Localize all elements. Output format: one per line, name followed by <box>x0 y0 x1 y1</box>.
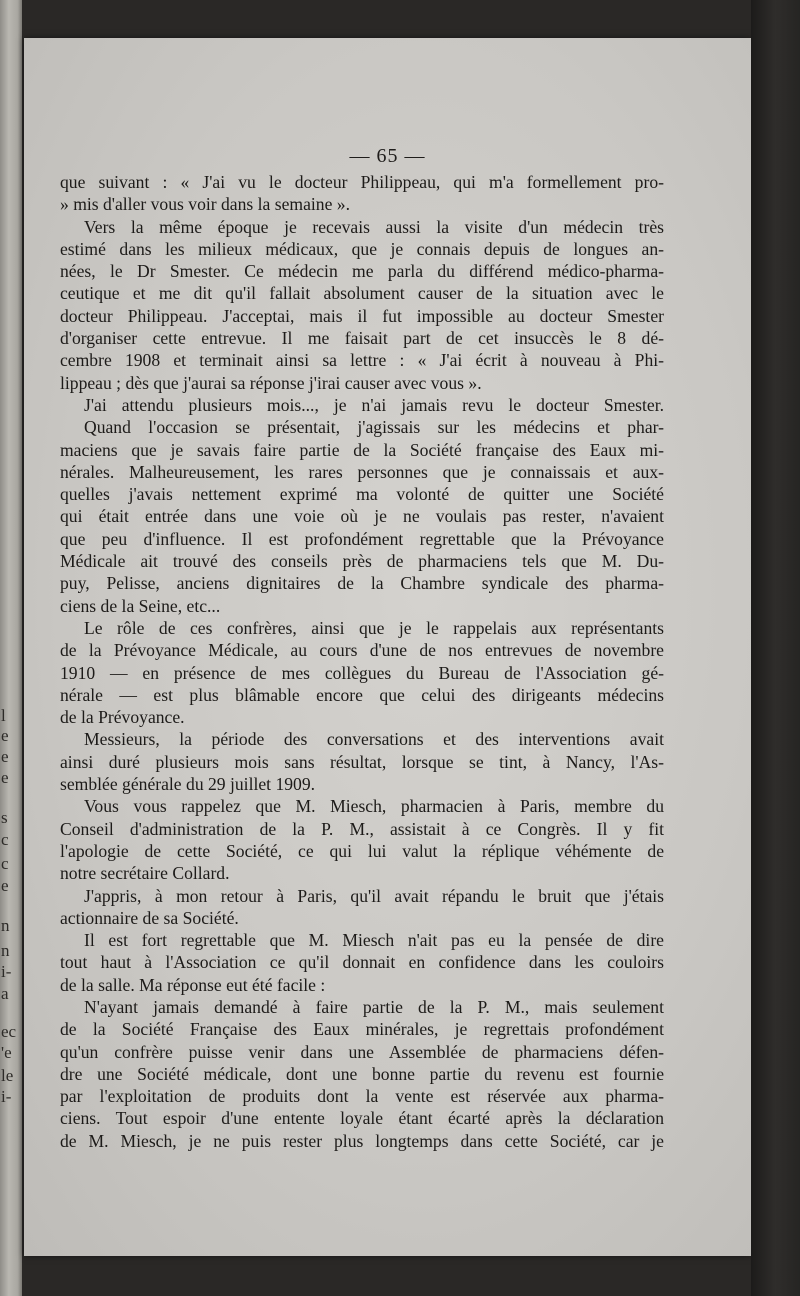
adjacent-page-fragment: e <box>1 747 9 766</box>
adjacent-page-fragment: n <box>1 916 10 935</box>
text-line: de la Prévoyance Médicale, au cours d'une de nos entrevues de novembre <box>60 640 664 661</box>
text-line: J'ai attendu plusieurs mois..., je n'ai jamais revu le docteur Smester. <box>84 394 664 415</box>
text-line: ainsi duré plusieurs mois sans résultat, lorsque se tint, à Nancy, l'As- <box>60 751 664 772</box>
adjacent-page-fragment: e <box>1 876 9 895</box>
text-line: actionnaire de sa Société. <box>60 907 239 928</box>
body-text <box>60 171 664 1152</box>
text-line: Vers la même époque je recevais aussi la visite d'un médecin très <box>84 216 664 237</box>
text-line: tout haut à l'Association ce qu'il donnait en confidence dans les couloirs <box>60 952 664 973</box>
text-line: que suivant : « J'ai vu le docteur Philippeau, qui m'a formellement pro- <box>60 172 664 192</box>
adjacent-page-fragment: c <box>1 854 9 873</box>
text-line: 1910 — en présence de mes collègues du Bureau de l'Association gé- <box>60 662 664 683</box>
text-line: Le rôle de ces confrères, ainsi que je le rappelais aux représentants <box>84 617 664 638</box>
text-line: d'organiser cette entrevue. Il me faisait part de cet insuccès le 8 dé- <box>60 328 664 349</box>
text-line: puy, Pelisse, anciens dignitaires de la Chambre syndicale des pharma- <box>60 573 664 594</box>
adjacent-page-fragment: c <box>1 830 9 849</box>
adjacent-page-fragment: l <box>1 706 6 725</box>
text-line: par l'exploitation de produits dont la vente est réservée aux pharma- <box>60 1086 664 1107</box>
text-line: ciens de la Seine, etc... <box>60 595 221 616</box>
text-line: Il est fort regrettable que M. Miesch n'ait pas eu la pensée de dire <box>84 930 664 951</box>
adjacent-page-fragment: n <box>1 941 10 960</box>
adjacent-page-fragment: 'e <box>1 1043 12 1062</box>
text-line: Médicale ait trouvé des conseils près de pharmaciens tels que M. Du- <box>60 551 664 572</box>
text-line: Quand l'occasion se présentait, j'agissais sur les médecins et phar- <box>84 417 664 438</box>
text-line: quelles j'avais nettement exprimé ma volonté de quitter une Société <box>60 484 664 505</box>
text-line: » mis d'aller vous voir dans la semaine ». <box>60 194 350 215</box>
text-line: J'appris, à mon retour à Paris, qu'il avait répandu le bruit que j'étais <box>84 885 664 906</box>
text-line: que peu d'influence. Il est profondément regrettable que la Prévoyance <box>60 528 664 549</box>
adjacent-page-fragment: i- <box>1 1087 12 1106</box>
adjacent-page-fragment: ec <box>1 1022 17 1041</box>
adjacent-page-text-fragments <box>0 0 24 1296</box>
text-line: Messieurs, la période des conversations et des interventions avait <box>84 729 664 750</box>
text-line: Vous vous rappelez que M. Miesch, pharmacien à Paris, membre du <box>84 796 664 817</box>
text-line: qui était entrée dans une voie où je ne voulais pas rester, n'avaient <box>60 506 664 527</box>
adjacent-page-fragment: e <box>1 726 9 745</box>
text-line: ceutique et me dit qu'il fallait absolument causer de la situation avec le <box>60 283 664 304</box>
text-line: notre secrétaire Collard. <box>60 863 230 884</box>
adjacent-page-fragment: a <box>1 984 9 1003</box>
text-line: cembre 1908 et terminait ainsi sa lettre : « J'ai écrit à nouveau à Phi- <box>60 350 664 371</box>
book-page <box>24 38 751 1256</box>
text-line: N'ayant jamais demandé à faire partie de la P. M., mais seulement <box>84 996 664 1017</box>
adjacent-page-fragment: s <box>1 808 8 827</box>
text-line: l'apologie de cette Société, ce qui lui valut la réplique véhémente de <box>60 840 664 861</box>
text-line: de la salle. Ma réponse eut été facile : <box>60 974 326 995</box>
adjacent-page-fragment: i- <box>1 962 12 981</box>
text-line: de la Prévoyance. <box>60 707 185 728</box>
text-line: Conseil d'administration de la P. M., assistait à ce Congrès. Il y fit <box>60 818 664 839</box>
scan-background-edge <box>751 0 800 1296</box>
text-line: lippeau ; dès que j'aurai sa réponse j'irai causer avec vous ». <box>60 372 482 393</box>
text-line: nérales. Malheureusement, les rares personnes que je connaissais et aux- <box>60 461 664 482</box>
text-line: nées, le Dr Smester. Ce médecin me parla du différend médico-pharma- <box>60 261 664 282</box>
adjacent-page-fragment: e <box>1 768 9 787</box>
text-line: nérale — est plus blâmable encore que celui des dirigeants médecins <box>60 684 664 705</box>
text-line: maciens que je savais faire partie de la Société française des Eaux mi- <box>60 439 664 460</box>
adjacent-page-fragment: le <box>1 1066 14 1085</box>
text-line: ciens. Tout espoir d'une entente loyale étant écarté après la déclaration <box>60 1108 664 1129</box>
text-line: semblée générale du 29 juillet 1909. <box>60 774 316 795</box>
text-line: de M. Miesch, je ne puis rester plus longtemps dans cette Société, car je <box>60 1130 664 1151</box>
text-line: de la Société Française des Eaux minérales, je regrettais profondément <box>60 1019 664 1040</box>
text-line: qu'un confrère puisse venir dans une Assemblée de pharmaciens défen- <box>60 1041 664 1062</box>
text-line: estimé dans les milieux médicaux, que je connais depuis de longues an- <box>60 238 664 259</box>
page-number: — 65 — <box>349 145 426 167</box>
text-line: docteur Philippeau. J'acceptai, mais il fut impossible au docteur Smester <box>60 305 664 326</box>
text-line: dre une Société médicale, dont une bonne partie du revenu est fournie <box>60 1063 664 1084</box>
